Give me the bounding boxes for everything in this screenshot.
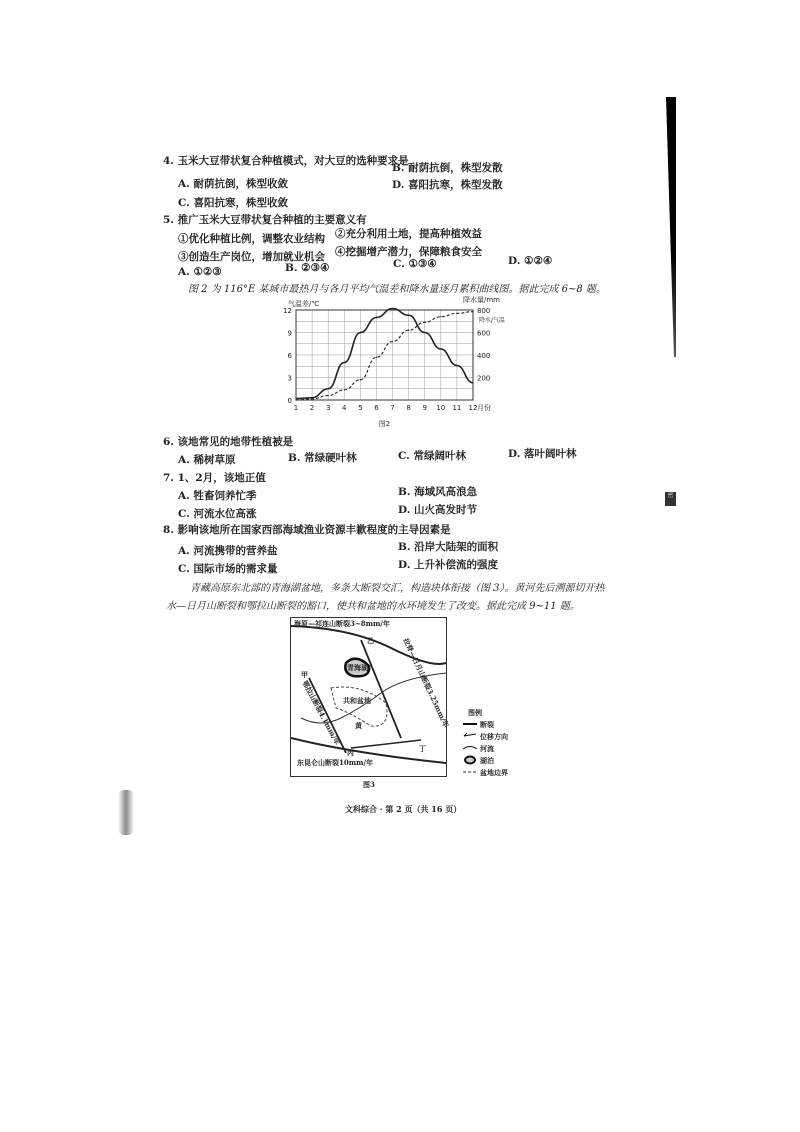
q5-statement-2: ②充分利用土地，提高种植效益 bbox=[335, 228, 482, 240]
legend-basin: 盆地边界 bbox=[480, 768, 508, 777]
figure2-intro: 图 2 为 116°E 某城市最热月与各月平均气温差和降水量逐月累积曲线图。据此完成 6~8 题。 bbox=[188, 284, 606, 295]
legend-river: 河流 bbox=[480, 744, 494, 753]
data-point bbox=[295, 399, 296, 400]
series-line-precipitation bbox=[296, 312, 473, 400]
q6-option-d: D. 落叶阔叶林 bbox=[508, 448, 577, 460]
x-tick-label: 11 bbox=[452, 404, 462, 412]
figure2-chart bbox=[270, 292, 510, 427]
data-point bbox=[408, 315, 409, 316]
scan-edge-shadow bbox=[666, 97, 676, 357]
data-point bbox=[328, 388, 329, 389]
y-axis-label: 气温差/℃ bbox=[288, 300, 320, 308]
x-tick-label: 5 bbox=[358, 404, 363, 412]
x-tick-label: 6 bbox=[374, 404, 379, 412]
x-tick-label: 7 bbox=[390, 404, 395, 412]
q5-statement-4: ④挖掘增产潜力，保障粮食安全 bbox=[335, 246, 482, 258]
label-ding: 丁 bbox=[419, 744, 426, 753]
q7-option-d: D. 山火高发时节 bbox=[398, 504, 478, 516]
y-tick-label: 9 bbox=[287, 329, 292, 338]
x-tick-label: 3 bbox=[325, 404, 331, 412]
data-point bbox=[408, 330, 409, 331]
data-point bbox=[392, 308, 393, 309]
label-bing: 丙 bbox=[347, 748, 354, 757]
data-point bbox=[328, 395, 329, 396]
x-tick-label: 1 bbox=[293, 404, 299, 412]
y2-tick-label: 400 bbox=[477, 352, 491, 360]
data-point bbox=[311, 398, 312, 399]
passage-line-1: 青藏高原东北部的青海湖盆地，多条大断裂交汇，构造块体衔接（图 3）。黄河先后溯源切开热 bbox=[190, 583, 605, 594]
data-point bbox=[344, 389, 345, 390]
label-left-fault: 鄂拉山断裂4.1mm/年 bbox=[300, 679, 342, 747]
q6-stem: 6. 该地常见的地带性植被是 bbox=[163, 436, 294, 448]
x-tick-label: 9 bbox=[422, 404, 427, 412]
q8-option-d: D. 上升补偿流的强度 bbox=[398, 559, 499, 571]
x-tick-label: 8 bbox=[406, 404, 411, 412]
data-point bbox=[440, 316, 441, 317]
page-footer: 文科综合 · 第 2 页（共 16 页） bbox=[345, 804, 462, 814]
label-right-fault: 拉脊—日月山断裂3.25mm/年 bbox=[401, 636, 451, 729]
q5-stem: 5. 推广玉米大豆带状复合种植的主要意义有 bbox=[163, 214, 367, 226]
figure3-map bbox=[290, 617, 451, 777]
x-tick-label: 12 bbox=[468, 404, 478, 412]
q5-option-d: D. ①②④ bbox=[508, 255, 553, 267]
data-point bbox=[456, 313, 457, 314]
q8-option-a: A. 河流携带的营养盐 bbox=[178, 545, 278, 557]
data-point bbox=[376, 357, 377, 358]
legend-lake: 湖泊 bbox=[480, 756, 494, 765]
scan-smudge bbox=[118, 790, 134, 835]
y2-tick-label: 600 bbox=[477, 329, 491, 338]
q5-option-c: C. ①③④ bbox=[393, 258, 437, 270]
data-point bbox=[311, 397, 312, 398]
data-point bbox=[472, 382, 473, 383]
q8-stem: 8. 影响该地所在国家西部海域渔业资源丰歉程度的主导因素是 bbox=[163, 524, 451, 536]
data-point bbox=[344, 362, 345, 363]
legend-fault: 断裂 bbox=[480, 720, 494, 729]
q7-stem: 7. 1、2月，该地正值 bbox=[163, 472, 266, 484]
data-point bbox=[295, 398, 296, 399]
q4-option-c: C. 喜阳抗寒，株型收敛 bbox=[178, 197, 288, 209]
label-basin: 共和盆地 bbox=[343, 696, 371, 705]
q7-option-b: B. 海域风高浪急 bbox=[398, 486, 478, 498]
q7-option-c: C. 河流水位高涨 bbox=[178, 508, 257, 520]
y2-tick-label: 200 bbox=[477, 374, 491, 383]
label-river: 黄 bbox=[355, 721, 362, 730]
chart-title: 图2 bbox=[378, 420, 391, 427]
series-line-temperature bbox=[296, 309, 473, 399]
q8-option-c: C. 国际市场的需求量 bbox=[178, 563, 278, 575]
data-point bbox=[392, 341, 393, 342]
q7-option-a: A. 牲畜饲养忙季 bbox=[178, 490, 257, 502]
legend-mark: 降水/气温 bbox=[479, 317, 506, 324]
x-tick-label: 10 bbox=[436, 404, 446, 412]
q5-statement-1: ①优化种植比例，调整农业结构 bbox=[178, 233, 325, 245]
data-point bbox=[456, 365, 457, 366]
q4-option-d: D. 喜阳抗寒，株型发散 bbox=[392, 179, 503, 191]
side-tab: 密 bbox=[665, 492, 676, 506]
data-point bbox=[424, 322, 425, 323]
y2-axis-label: 降水量/mm bbox=[463, 296, 500, 304]
q8-option-b: B. 沿岸大陆架的面积 bbox=[398, 541, 499, 553]
q5-option-a: A. ①②③ bbox=[178, 266, 222, 278]
x-tick-label: 4 bbox=[342, 404, 347, 412]
label-bottom-fault: 东昆仑山断裂10mm/年 bbox=[297, 758, 374, 767]
y2-tick-label: 800 bbox=[477, 307, 491, 315]
x-axis-label: 月份 bbox=[477, 404, 491, 412]
passage-line-2: 水—日月山断裂和鄂拉山断裂的豁口，使共和盆地的水环境发生了改变。据此完成 9~11 题。 bbox=[166, 601, 580, 612]
y-tick-label: 0 bbox=[287, 397, 292, 405]
data-point bbox=[360, 332, 361, 333]
y-tick-label: 3 bbox=[287, 374, 292, 383]
legend-displacement: 位移方向 bbox=[480, 732, 508, 741]
x-tick-label: 2 bbox=[309, 404, 315, 412]
label-jia: 甲 bbox=[301, 670, 308, 679]
q5-statement-3: ③创造生产岗位，增加就业机会 bbox=[178, 251, 325, 263]
label-yi: 乙 bbox=[367, 636, 374, 645]
q5-option-b: B. ②③④ bbox=[285, 262, 330, 274]
legend-title: 图例 bbox=[468, 708, 482, 717]
q6-option-c: C. 常绿阔叶林 bbox=[398, 450, 466, 462]
data-point bbox=[440, 348, 441, 349]
legend-symbols bbox=[462, 718, 480, 788]
data-point bbox=[360, 379, 361, 380]
q4-stem: 4. 玉米大豆带状复合种植模式，对大豆的选种要求是 bbox=[163, 155, 409, 167]
figure3-caption: 图3 bbox=[363, 780, 375, 789]
q6-option-a: A. 稀树草原 bbox=[178, 454, 236, 466]
q4-option-a: A. 耐荫抗倒，株型收敛 bbox=[178, 178, 288, 190]
q4-option-b: B. 耐荫抗倒，株型发散 bbox=[392, 162, 503, 174]
data-point bbox=[424, 332, 425, 333]
data-point bbox=[472, 311, 473, 312]
label-lake: 青海湖 bbox=[347, 663, 368, 672]
label-top-fault: 海原—祁连山断裂3~8mm/年 bbox=[294, 619, 390, 628]
y-tick-label: 12 bbox=[283, 307, 292, 315]
q6-option-b: B. 常绿硬叶林 bbox=[288, 452, 357, 464]
y-tick-label: 6 bbox=[287, 352, 292, 360]
data-point bbox=[376, 317, 377, 318]
